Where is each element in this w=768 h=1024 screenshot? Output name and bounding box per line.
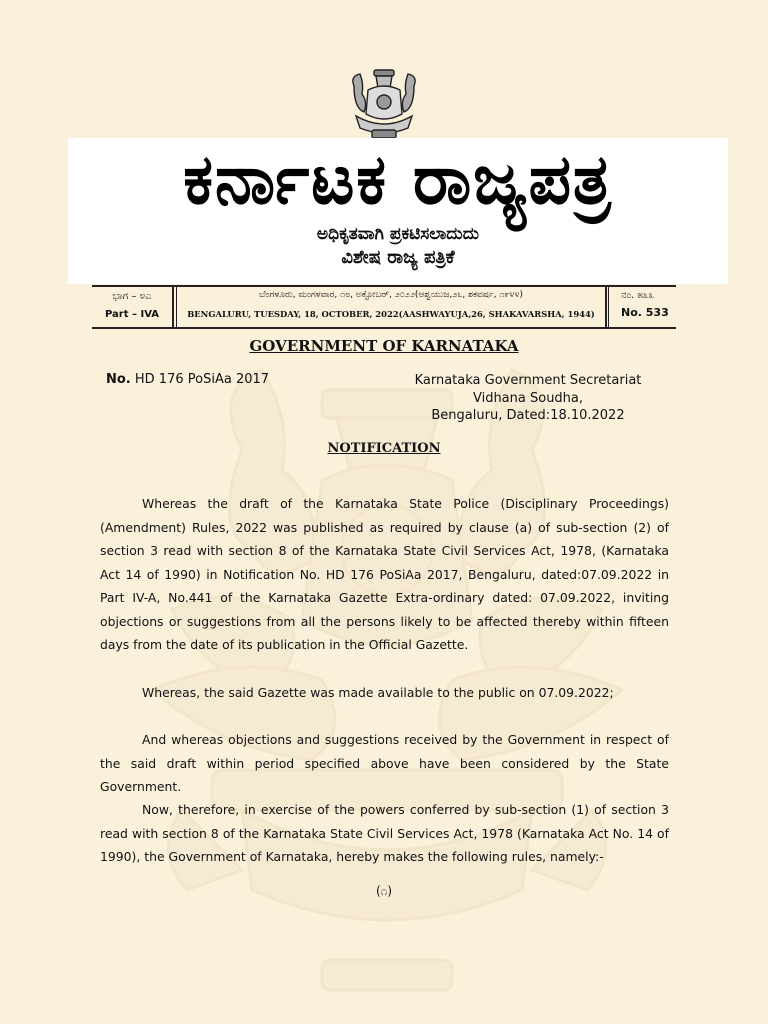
paragraph-4: Now, therefore, in exercise of the powers conferred by sub-section (1) of section 3 read with section 8 of the Karnataka State Civil Services Act, 1978 (Karnataka Act No. 14 of 1990), the Government of Karnataka, hereby makes the following rules, namely:- <box>100 802 669 865</box>
reference-label: No. <box>106 372 131 387</box>
paragraph-1: Whereas the draft of the Karnataka State Police (Disciplinary Proceedings) (Amendment) Rules, 2022 was published as required by clause (a) of sub-section (2) of section 3 read with section 8 of the Karnataka State Civil Services Act, 1978, (Karnataka Act 14 of 1990) in Notification No. HD 176 PoSiAa 2017, Bengaluru, dated:07.09.2022 in Part IV-A, No.441 of the Karnataka Gazette Extra-ordinary dated: 07.09.2022, inviting objections or suggestions from all the persons likely to be affected thereby within fifteen days from the date of its publication in the Official Gazette. <box>100 496 669 653</box>
address-line-1: Karnataka Government Secretariat <box>414 373 642 388</box>
date-english: BENGALURU, TUESDAY, 18, OCTOBER, 2022(AASHWAYUJA,26, SHAKAVARSHA, 1944) <box>187 309 595 319</box>
number-kannada: ನಂ. ೫೩೩ <box>621 290 655 301</box>
issuing-address <box>408 372 648 425</box>
part-english: Part – IVA <box>104 309 159 320</box>
gazette-subtitle-official: ಅಧಿಕೃತವಾಗಿ ಪ್ರಕಟಿಸಲಾದುದು <box>316 224 480 244</box>
paragraph-3: And whereas objections and suggestions received by the Government in respect of the said draft within period specified above have been considered by the State Government. <box>100 732 669 795</box>
gazette-subtitle-special: ವಿಶೇಷ ರಾಜ್ಯ ಪತ್ರಿಕೆ <box>341 247 455 268</box>
gazette-title: ಕರ್ನಾಟಕ ರಾಜ್ಯಪತ್ರ <box>183 139 613 220</box>
date-kannada: ಬೆಂಗಳೂರು, ಮಂಗಳವಾರ, ೧೮, ಅಕ್ಟೋಬರ್, ೨೦೨೨(ಆಶ್ವಯುಜ,೨೬, ಶಕವರ್ಷ, ೧೯೪೪) <box>259 290 523 300</box>
page-number: (೧) <box>375 884 393 898</box>
reference-number <box>106 372 269 387</box>
paragraph-2: Whereas, the said Gazette was made available to the public on 07.09.2022; <box>142 685 614 701</box>
reference-value: HD 176 PoSiAa 2017 <box>134 372 270 387</box>
address-line-3: Bengaluru, Dated:18.10.2022 <box>431 408 625 423</box>
government-heading: GOVERNMENT OF KARNATAKA <box>249 337 519 355</box>
notification-heading: NOTIFICATION <box>327 441 441 456</box>
part-kannada: ಭಾಗ – ೪ಎ <box>112 291 152 302</box>
number-english: No. 533 <box>621 306 669 319</box>
address-line-2: Vidhana Soudha, <box>472 390 584 406</box>
